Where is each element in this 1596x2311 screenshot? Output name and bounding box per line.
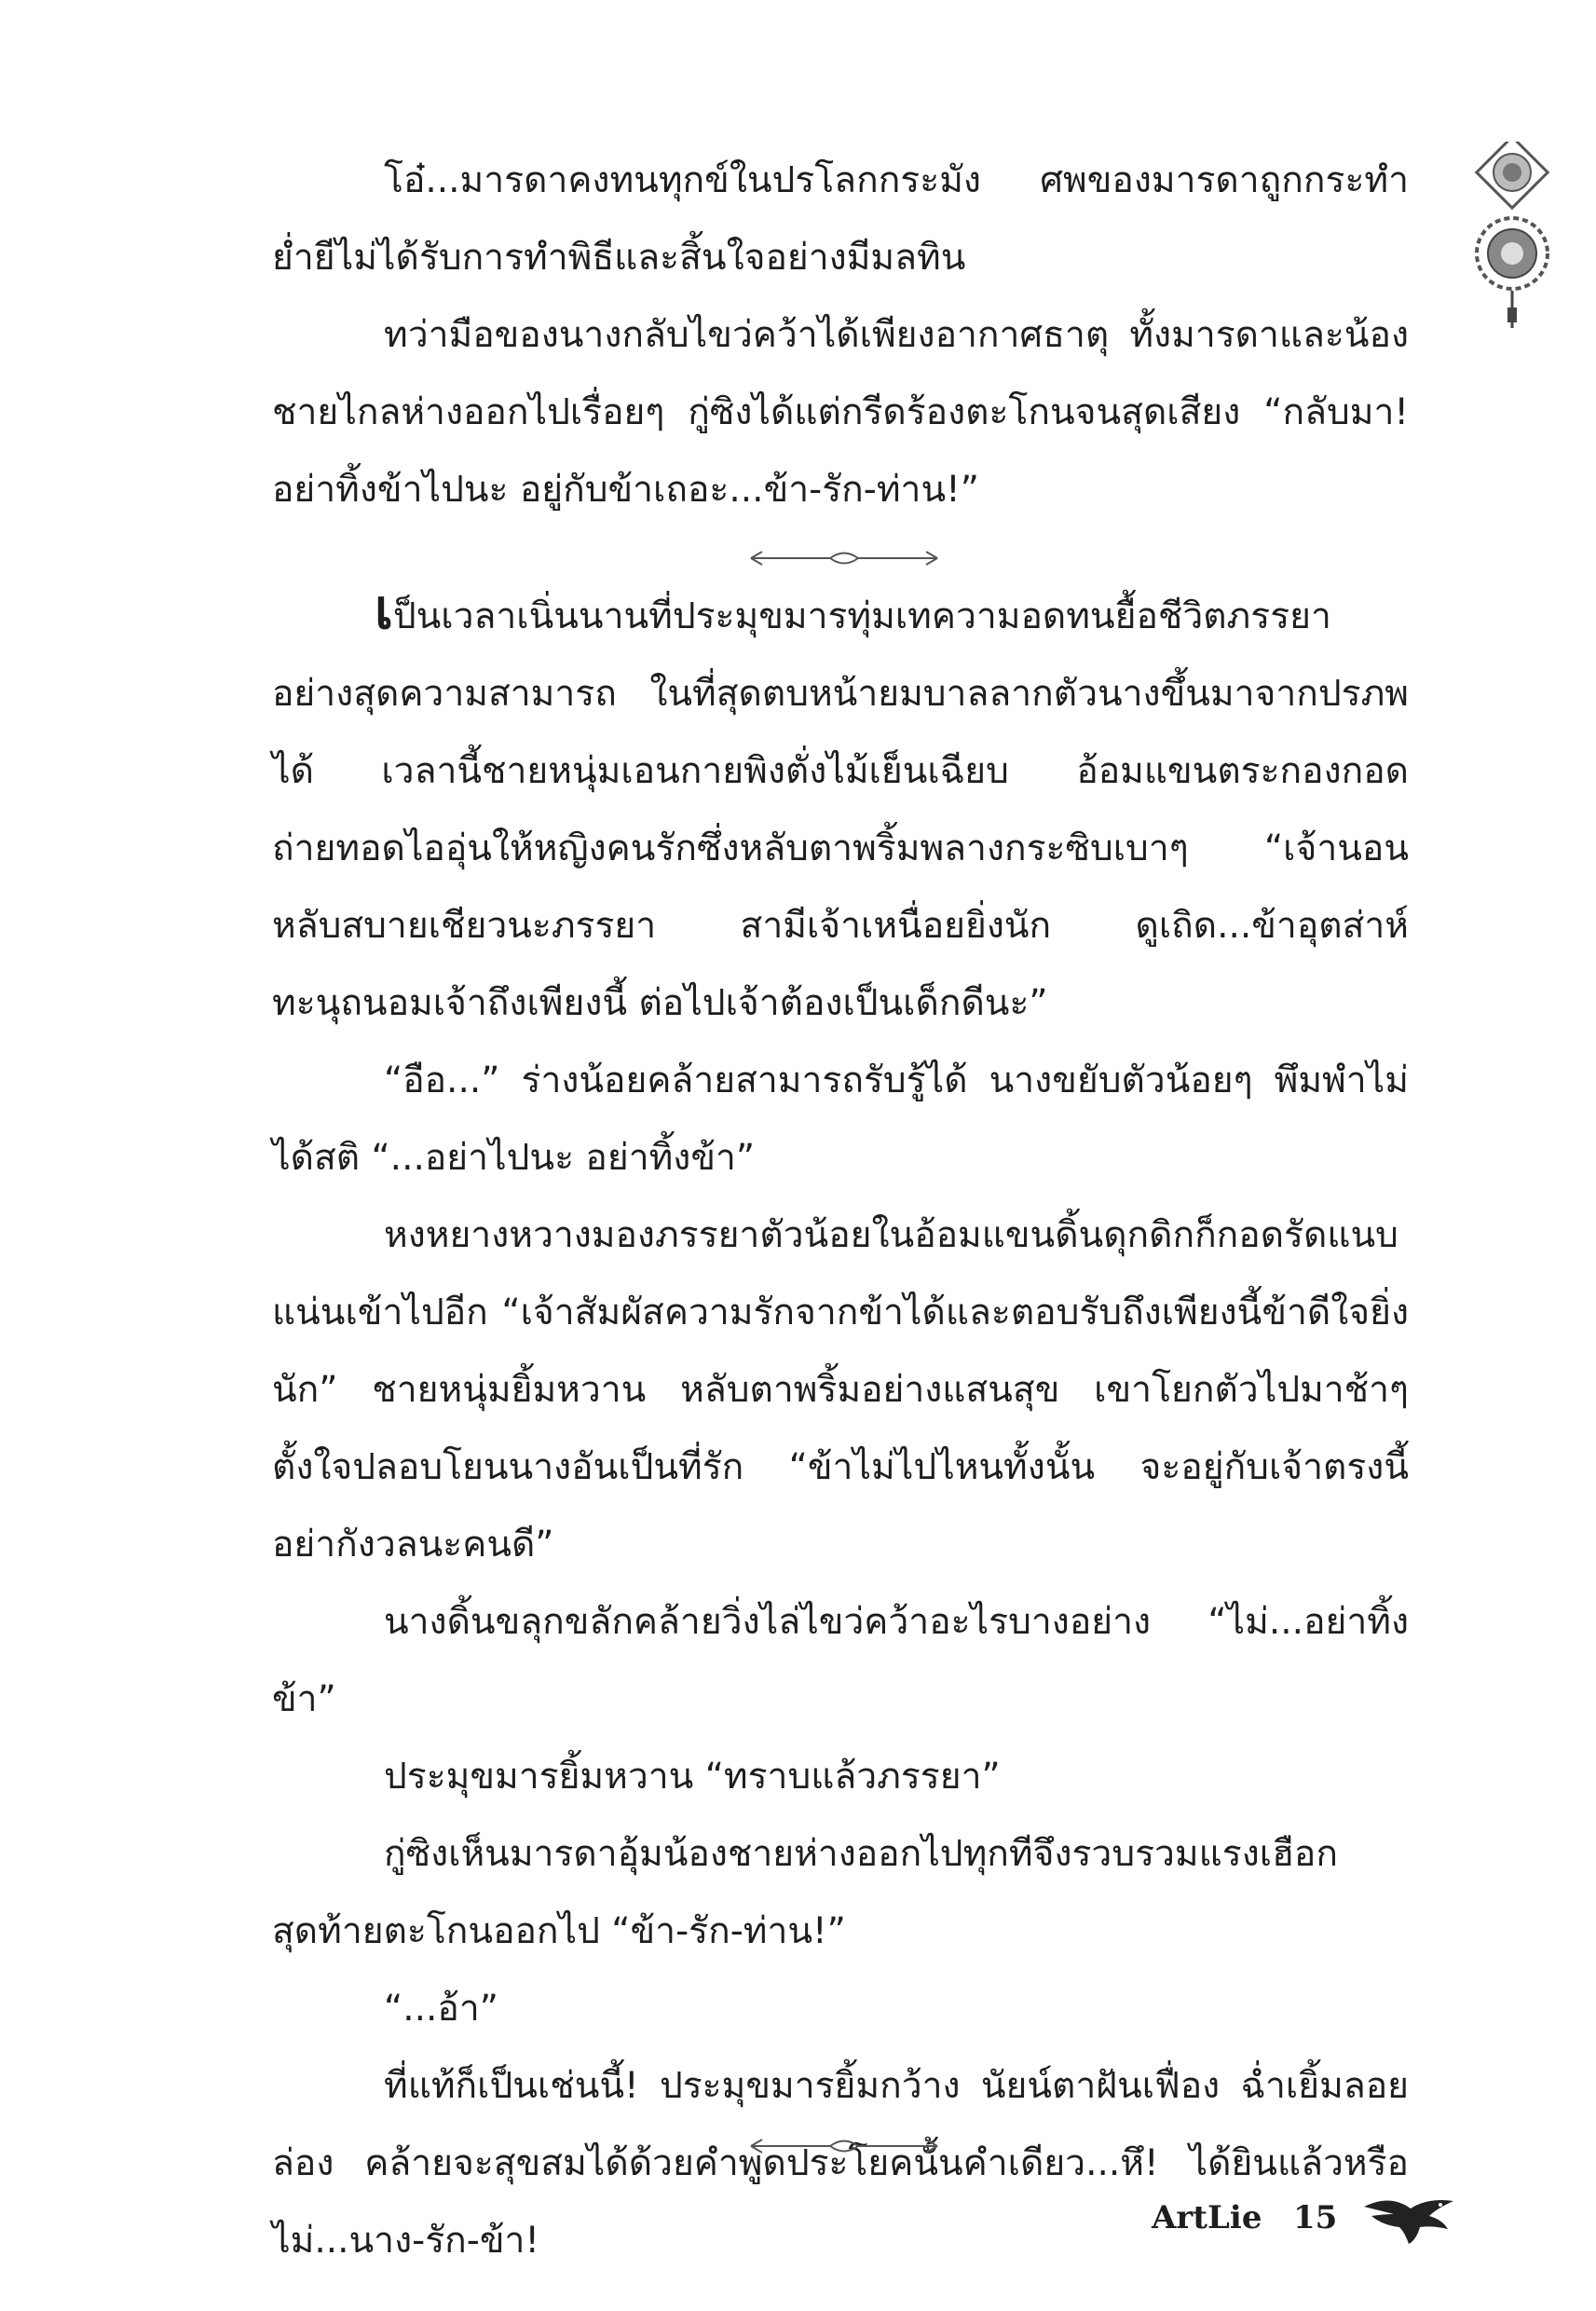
paragraph: หงหยางหวางมองภรรยาตัวน้อยในอ้อมแขนดิ้นดุกดิกก็กอดรัดแนบแน่นเข้าไปอีก “เจ้าสัมผัสความรักจากข้าได้และตอบรับถึงเพียงนี้ข้าดีใจยิ่งนัก” ชายหนุ่มยิ้มหวาน หลับตาพริ้มอย่างแสนสุข เขาโยกตัวไปมาช้าๆ ตั้งใจปลอบโยนนางอันเป็นที่รัก “ข้าไม่ไปไหนทั้งนั้น จะอยู่กับเจ้าตรงนี้ อย่ากังวลนะคนดี” <box>272 1214 1409 1566</box>
section-divider-ornament <box>742 2132 947 2160</box>
text-block-main <box>272 578 1409 2279</box>
paragraph-with-dropcap <box>272 578 1409 1042</box>
page-footer <box>1118 2184 1547 2259</box>
page-number: 15 <box>1293 2199 1338 2236</box>
footer-brand: ArtLie <box>1152 2199 1262 2236</box>
paragraph: ประมุขมารยิ้มหวาน “ทราบแล้วภรรยา” <box>384 1756 1001 1798</box>
section-divider-ornament <box>742 544 947 572</box>
paragraph: “...อ้า” <box>384 1988 498 2030</box>
paragraph: ที่แท้ก็เป็นเช่นนี้! ประมุขมารยิ้มกว้าง นัยน์ตาฝันเฟื่อง ฉ่ำเยิ้มลอยล่อง คล้ายจะสุขสมได้ด้วยคำพูดประโยคนั้นคำเดียว...หึ! ได้ยินแล้วหรือไม่...นาง-รัก-ข้า! <box>272 2065 1409 2262</box>
paragraph: “อือ...” ร่างน้อยคล้ายสามารถรับรู้ได้ นางขยับตัวน้อยๆ พึมพำไม่ได้สติ “...อย่าไปนะ อย่าทิ้งข้า” <box>272 1060 1409 1179</box>
paragraph: กู่ซิงเห็นมารดาอุ้มน้องชายห่างออกไปทุกทีจึงรวบรวมแรงเฮือกสุดท้ายตะโกนออกไป “ข้า-รัก-ท่าน!” <box>272 1833 1338 1952</box>
decorative-emblem-icon <box>1461 142 1563 347</box>
eagle-icon <box>1362 2188 1455 2248</box>
paragraph: นางดิ้นขลุกขลักคล้ายวิ่งไล่ไขว่คว้าอะไรบางอย่าง “ไม่...อย่าทิ้งข้า” <box>272 1601 1409 1720</box>
paragraph: ทว่ามือของนางกลับไขว่คว้าได้เพียงอากาศธาตุ ทั้งมารดาและน้องชายไกลห่างออกไปเรื่อยๆ กู่ซิงได้แต่กรีดร้องตะโกนจนสุดเสียง “กลับมา! อย่าทิ้งข้าไปนะ อยู่กับข้าเถอะ...ข้า-รัก-ท่าน!” <box>272 314 1409 511</box>
paragraph: โอ๋...มารดาคงทนทุกข์ในปรโลกกระมัง ศพของมารดาถูกกระทำย่ำยีไม่ได้รับการทำพิธีและสิ้นใจอย่างมีมลทิน <box>272 159 1409 279</box>
drop-cap-letter: เ <box>375 578 393 641</box>
text-block-top <box>272 142 1409 528</box>
paragraph-text: ป็นเวลาเนิ่นนานที่ประมุขมารทุ่มเทความอดทนยื้อชีวิตภรรยาอย่างสุดความสามารถ ในที่สุดตบหน้ายมบาลลากตัวนางขึ้นมาจากปรภพได้ เวลานี้ชายหนุ่มเอนกายพิงตั่งไม้เย็นเฉียบ อ้อมแขนตระกองกอดถ่ายทอดไออุ่นให้หญิงคนรักซึ่งหลับตาพริ้มพลางกระซิบเบาๆ “เจ้านอนหลับสบายเชียวนะภรรยา สามีเจ้าเหนื่อยยิ่งนัก ดูเถิด...ข้าอุตส่าห์ทะนุถนอมเจ้าถึงเพียงนี้ ต่อไปเจ้าต้องเป็นเด็กดีนะ” <box>272 595 1409 1024</box>
